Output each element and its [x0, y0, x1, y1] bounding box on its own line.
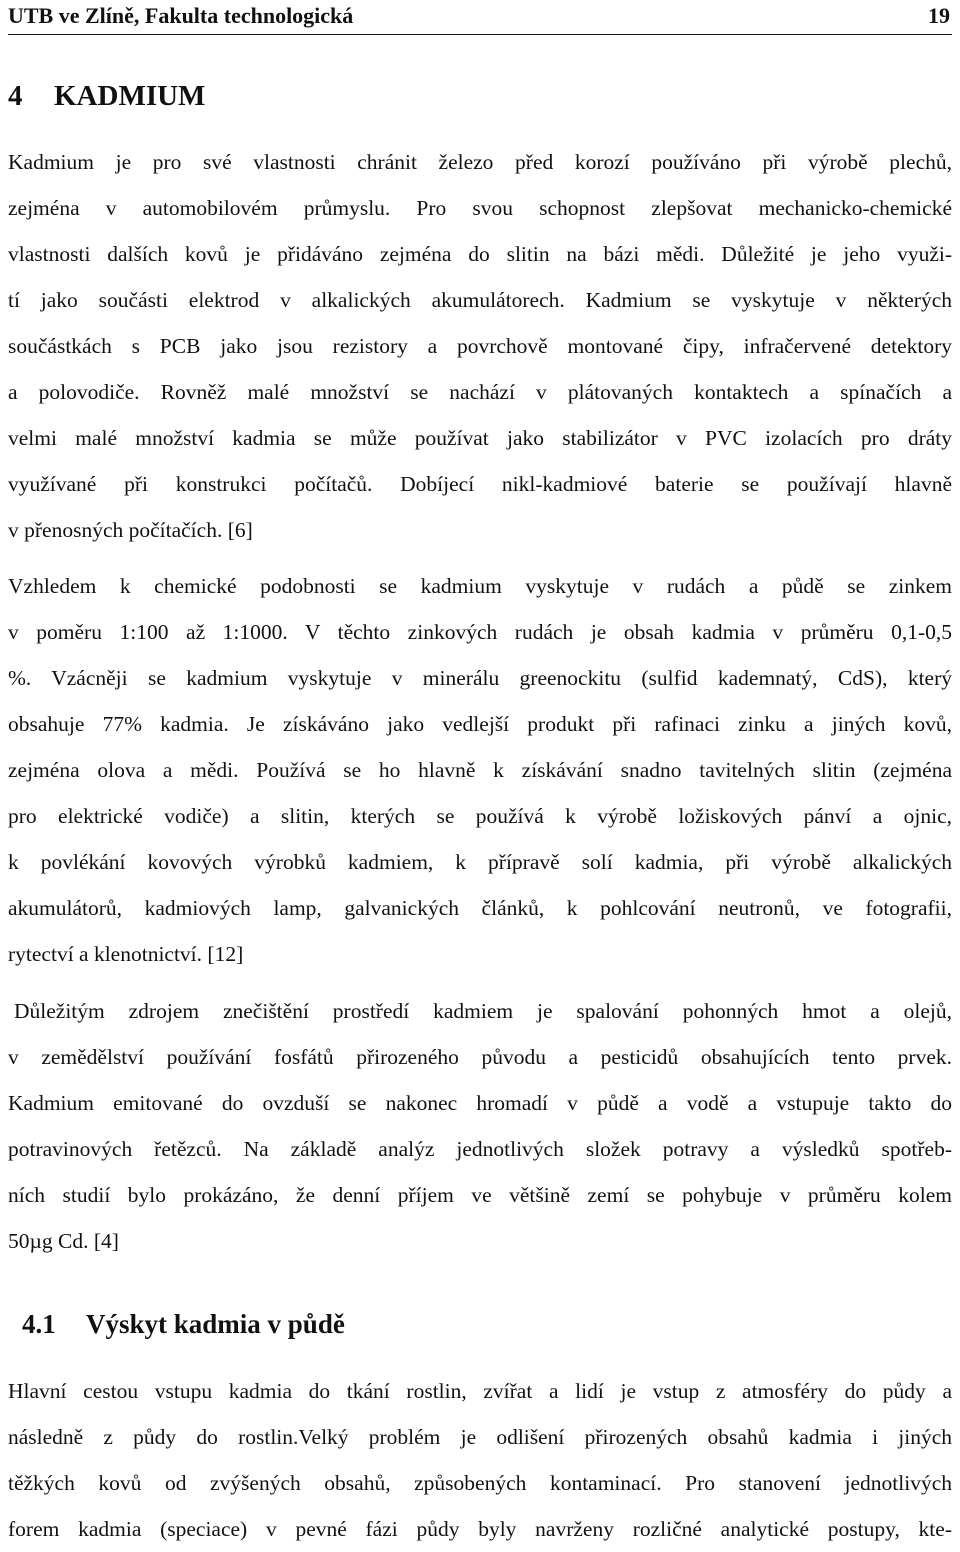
text-line: těžkých kovů od zvýšených obsahů, způsobených kontaminací. Pro stanovení jednotlivých [8, 1471, 952, 1495]
text-line: %. Vzácněji se kadmium vyskytuje v minerálu greenockitu (sulfid kademnatý, CdS), který [8, 666, 952, 690]
text-line: zejména v automobilovém průmyslu. Pro svou schopnost zlepšovat mechanicko-chemické [8, 196, 952, 220]
subsection-number: 4.1 [22, 1309, 56, 1339]
text-line: rytectví a klenotnictví. [12] [8, 942, 244, 966]
text-line: Vzhledem k chemické podobnosti se kadmium vyskytuje v rudách a půdě se zinkem [8, 574, 952, 598]
section-heading [8, 80, 205, 113]
text-line: Kadmium emitované do ovzduší se nakonec hromadí v půdě a vodě a vstupuje takto do [8, 1091, 952, 1115]
text-line: k povlékání kovových výrobků kadmiem, k přípravě solí kadmia, při výrobě alkalických [8, 850, 952, 874]
subsection-title: Výskyt kadmia v půdě [86, 1309, 345, 1339]
text-line: akumulátorů, kadmiových lamp, galvanických článků, k pohlcování neutronů, ve fotografii, [8, 896, 952, 920]
text-line: v poměru 1:100 až 1:1000. V těchto zinkových rudách je obsah kadmia v průměru 0,1-0,5 [8, 620, 952, 644]
text-line: součástkách s PCB jako jsou rezistory a povrchově montované čipy, infračervené detektory [8, 334, 952, 358]
paragraph-3 [8, 988, 952, 1264]
section-title: KADMIUM [54, 80, 206, 112]
running-header [8, 0, 952, 35]
text-line: v přenosných počítačích. [6] [8, 518, 253, 542]
text-line: 50µg Cd. [4] [8, 1229, 119, 1253]
text-line: v zemědělství používání fosfátů přirozeného původu a pesticidů obsahujících tento prvek. [8, 1045, 952, 1069]
text-line: využívané při konstrukci počítačů. Dobíjecí nikl-kadmiové baterie se používají hlavně [8, 472, 952, 496]
text-line: vlastnosti dalších kovů je přidáváno zejména do slitin na bázi mědi. Důležité je jeho využi- [8, 242, 952, 266]
paragraph-1 [8, 139, 952, 553]
text-line: ních studií bylo prokázáno, že denní příjem ve většině zemí se pohybuje v průměru kolem [8, 1183, 952, 1207]
paragraph-2 [8, 563, 952, 977]
header-institution: UTB ve Zlíně, Fakulta technologická [8, 3, 354, 28]
text-line: zejména olova a mědi. Používá se ho hlavně k získávání snadno tavitelných slitin (zejména [8, 758, 952, 782]
section-number: 4 [8, 80, 23, 112]
text-line: následně z půdy do rostlin.Velký problém je odlišení přirozených obsahů kadmia i jiných [8, 1425, 952, 1449]
text-line: pro elektrické vodiče) a slitin, kterých se používá k výrobě ložiskových pánví a ojnic, [8, 804, 952, 828]
subsection-heading [22, 1309, 345, 1340]
header-page-number: 19 [928, 3, 950, 28]
text-line: a polovodiče. Rovněž malé množství se nachází v plátovaných kontaktech a spínačích a [8, 380, 952, 404]
text-line: tí jako součásti elektrod v alkalických akumulátorech. Kadmium se vyskytuje v některých [8, 288, 952, 312]
text-line: forem kadmia (speciace) v pevné fázi půdy byly navrženy rozličné analytické postupy, kte- [8, 1517, 952, 1541]
text-line: potravinových řetězců. Na základě analýz jednotlivých složek potravy a výsledků spotřeb- [8, 1137, 952, 1161]
text-line: Důležitým zdrojem znečištění prostředí kadmiem je spalování pohonných hmot a olejů, [14, 999, 952, 1023]
text-line: Kadmium je pro své vlastnosti chránit železo před korozí používáno při výrobě plechů, [8, 150, 952, 174]
text-line: Hlavní cestou vstupu kadmia do tkání rostlin, zvířat a lidí je vstup z atmosféry do půdy a [8, 1379, 952, 1403]
paragraph-4 [8, 1368, 952, 1552]
text-line: obsahuje 77% kadmia. Je získáváno jako vedlejší produkt při rafinaci zinku a jiných kovů, [8, 712, 952, 736]
text-line: velmi malé množství kadmia se může používat jako stabilizátor v PVC izolacích pro dráty [8, 426, 952, 450]
